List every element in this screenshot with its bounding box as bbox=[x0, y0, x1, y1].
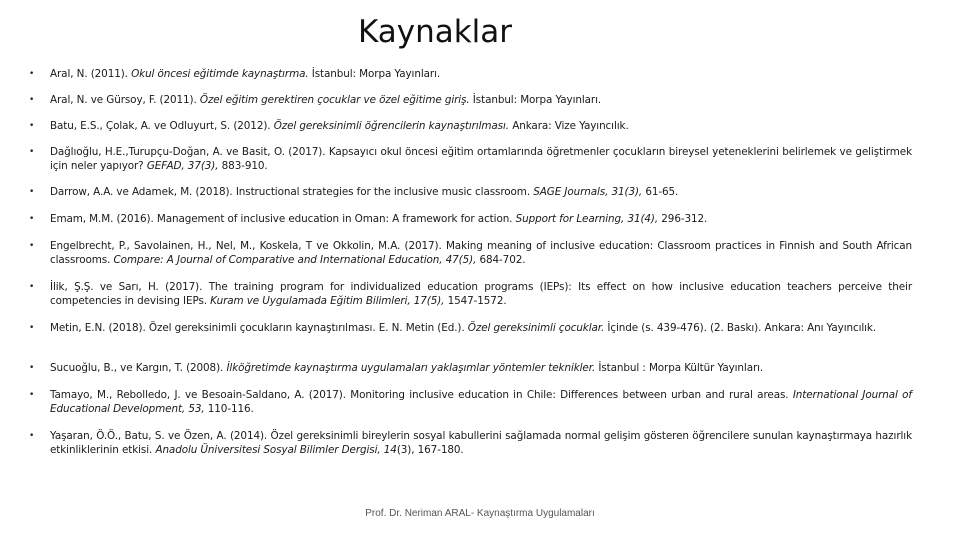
reference-source: Özel gereksinimli çocuklar. bbox=[467, 322, 605, 334]
bullet: • bbox=[29, 187, 35, 197]
reference-text: Aral, N. (2011). bbox=[50, 68, 132, 80]
reference-text-end: 883-910. bbox=[218, 160, 268, 172]
bullet: • bbox=[29, 241, 35, 251]
reference-item bbox=[29, 67, 912, 81]
reference-text-end: 684-702. bbox=[476, 254, 526, 266]
reference-text: Sucuoğlu, B., ve Kargın, T. (2008). bbox=[50, 362, 227, 374]
reference-text: Batu, E.S., Çolak, A. ve Odluyurt, S. (2012). bbox=[50, 120, 274, 132]
bullet: • bbox=[29, 69, 35, 79]
bullet: • bbox=[29, 147, 35, 157]
reference-source: Support for Learning, 31(4), bbox=[515, 213, 659, 225]
reference-source: International Journal of Educational Development, 53, bbox=[50, 389, 912, 415]
reference-item bbox=[29, 212, 912, 226]
bullet: • bbox=[29, 363, 35, 373]
reference-source: Özel gereksinimli öğrencilerin kaynaştırılması. bbox=[273, 120, 509, 132]
reference-text-end: İstanbul : Morpa Kültür Yayınları. bbox=[595, 362, 764, 374]
bullet: • bbox=[29, 390, 35, 400]
reference-text: Darrow, A.A. ve Adamek, M. (2018). Instructional strategies for the inclusive music classroom. bbox=[50, 186, 534, 198]
reference-text: Dağlıoğlu, H.E.,Turupçu-Doğan, A. ve Basit, O. (2017). Kapsayıcı okul öncesi eğitim ortamlarında öğretmenler çocukların bireysel yeteneklerini belirlemek ve geliştirmek için neler yapıyor? bbox=[50, 146, 912, 172]
reference-text: Metin, E.N. (2018). Özel gereksinimli çocukların kaynaştırılması. E. N. Metin (Ed.). bbox=[50, 322, 468, 334]
reference-source: SAGE Journals, 31(3), bbox=[533, 186, 643, 198]
reference-text-end: İçinde (s. 439-476). (2. Baskı). Ankara: Anı Yayıncılık. bbox=[604, 322, 877, 334]
reference-item bbox=[29, 93, 912, 107]
reference-text-end: Ankara: Vize Yayıncılık. bbox=[509, 120, 629, 132]
reference-item bbox=[29, 361, 912, 375]
bullet: • bbox=[29, 323, 35, 333]
reference-source: İlköğretimde kaynaştırma uygulamaları yaklaşımlar yöntemler teknikler. bbox=[226, 362, 596, 374]
reference-item bbox=[29, 185, 912, 199]
bullet: • bbox=[29, 214, 35, 224]
reference-text: İlik, Ş.Ş. ve Sarı, H. (2017). The training program for individualized education programs (IEPs): Its effect on how inclusive education teachers perceive their competencies in devising IEPs. bbox=[50, 281, 912, 307]
reference-text-end: (3), 167-180. bbox=[396, 444, 464, 456]
reference-item bbox=[29, 280, 912, 308]
reference-text-end: İstanbul: Morpa Yayınları. bbox=[469, 94, 602, 106]
reference-source: Okul öncesi eğitimde kaynaştırma. bbox=[131, 68, 309, 80]
reference-source: Özel eğitim gerektiren çocuklar ve özel eğitime giriş. bbox=[199, 94, 470, 106]
reference-text-end: İstanbul: Morpa Yayınları. bbox=[308, 68, 441, 80]
reference-source: Compare: A Journal of Comparative and International Education, 47(5), bbox=[113, 254, 477, 266]
reference-source: Anadolu Üniversitesi Sosyal Bilimler Dergisi, 14 bbox=[155, 444, 397, 456]
page-title: Kaynaklar bbox=[357, 14, 513, 50]
reference-text-end: 61-65. bbox=[642, 186, 679, 198]
reference-text-end: 1547-1572. bbox=[444, 295, 507, 307]
reference-item bbox=[29, 321, 912, 335]
reference-item bbox=[29, 388, 912, 416]
footer-text: Prof. Dr. Neriman ARAL- Kaynaştırma Uygulamaları bbox=[365, 508, 595, 519]
reference-source: GEFAD, 37(3), bbox=[146, 160, 219, 172]
reference-text: Yaşaran, Ö.Ö., Batu, S. ve Özen, A. (2014). Özel gereksinimli bireylerin sosyal kabullerini sağlamada normal gelişim gösteren öğrencilere sunulan kaynaştırmaya hazırlık etkinliklerinin etkisi. bbox=[50, 430, 912, 456]
bullet: • bbox=[29, 95, 35, 105]
reference-text: Emam, M.M. (2016). Management of inclusive education in Oman: A framework for action. bbox=[50, 213, 516, 225]
bullet: • bbox=[29, 431, 35, 441]
bullet: • bbox=[29, 282, 35, 292]
reference-text: Tamayo, M., Rebolledo, J. ve Besoain-Saldano, A. (2017). Monitoring inclusive education in Chile: Differences between urban and rural areas. bbox=[50, 389, 793, 401]
bullet: • bbox=[29, 121, 35, 131]
reference-source: Kuram ve Uygulamada Eğitim Bilimleri, 17(5), bbox=[210, 295, 445, 307]
reference-item bbox=[29, 145, 912, 173]
reference-item bbox=[29, 429, 912, 457]
reference-text-end: 296-312. bbox=[658, 213, 708, 225]
reference-text-end: 110-116. bbox=[204, 403, 254, 415]
reference-text: Engelbrecht, P., Savolainen, H., Nel, M., Koskela, T ve Okkolin, M.A. (2017). Making meaning of inclusive education: Classroom practices in Finnish and South African classrooms. bbox=[50, 240, 912, 266]
reference-item bbox=[29, 239, 912, 267]
reference-item bbox=[29, 119, 912, 133]
reference-text: Aral, N. ve Gürsoy, F. (2011). bbox=[50, 94, 200, 106]
